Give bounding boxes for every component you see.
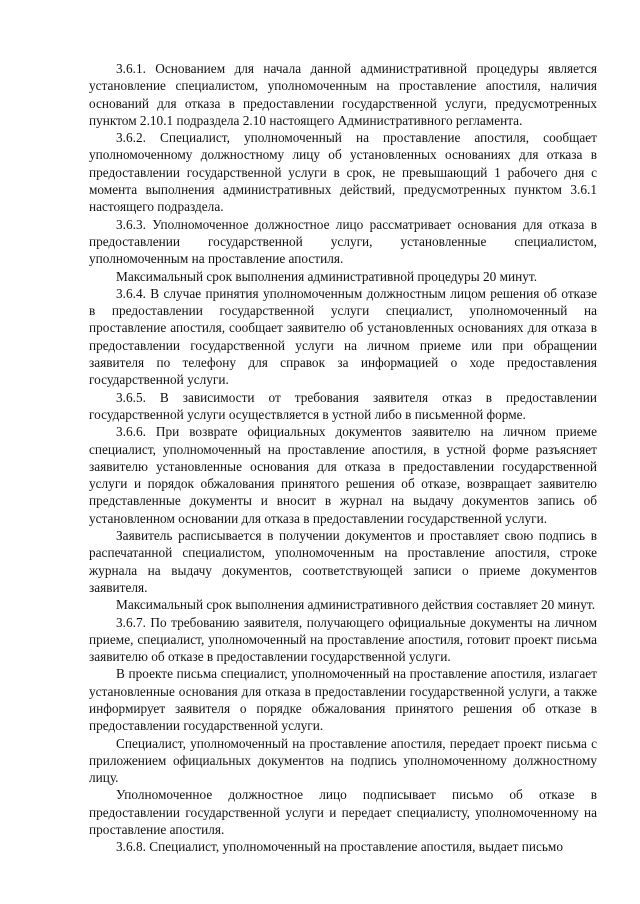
paragraph-applicant-signature: Заявитель расписывается в получении документов и проставляет свою подпись в распечатанной специалистом, уполномоченным на проставление апостиля, строке журнала на выдачу документов, соответствующей записи о приеме документов заявителя. — [89, 528, 597, 595]
document-page — [89, 60, 597, 856]
paragraph-3-6-7: 3.6.7. По требованию заявителя, получающего официальные документы на личном приеме, специалист, уполномоченный на проставление апостиля, готовит проект письма заявителю об отказе в предоставлении государственной услуги. — [89, 614, 597, 665]
paragraph-letter-signed: Уполномоченное должностное лицо подписывает письмо об отказе в предоставлении государственной услуги и передает специалисту, уполномоченному на проставление апостиля. — [89, 787, 597, 838]
paragraph-3-6-8: 3.6.8. Специалист, уполномоченный на проставление апостиля, выдает письмо — [116, 839, 563, 855]
paragraph-letter-for-signature: Специалист, уполномоченный на проставление апостиля, передает проект письма с приложением официальных документов на подпись уполномоченному должностному лицу. — [89, 735, 597, 786]
paragraph-3-6-1: 3.6.1. Основанием для начала данной административной процедуры является установление специалистом, уполномоченным на проставление апостиля, наличия оснований для отказа в предоставлении государственной услуги, предусмотренных пунктом 2.10.1 подраздела 2.10 настоящего Административного регламента. — [89, 61, 597, 128]
paragraph-3-6-3: 3.6.3. Уполномоченное должностное лицо рассматривает основания для отказа в предоставлении государственной услуги, установленные специалистом, уполномоченным на проставление апостиля. — [89, 216, 597, 267]
paragraph-max-time-procedure: Максимальный срок выполнения административной процедуры 20 минут. — [116, 268, 538, 284]
paragraph-3-6-5: 3.6.5. В зависимости от требования заявителя отказ в предоставлении государственной услуги осуществляется в устной либо в письменной форме. — [89, 389, 597, 422]
paragraph-letter-draft: В проекте письма специалист, уполномоченный на проставление апостиля, излагает установленные основания для отказа в предоставлении государственной услуги, а также информирует заявителя о порядке обжалования принятого решения об отказе в предоставлении государственной услуги. — [89, 666, 597, 734]
paragraph-3-6-2: 3.6.2. Специалист, уполномоченный на проставление апостиля, сообщает уполномоченному должностному лицу об установленных основаниях для отказа в предоставлении государственной услуги в срок, не превышающий 1 рабочего дня с момента выполнения административных действий, предусмотренных пунктом 3.6.1 настоящего подраздела. — [89, 130, 597, 215]
paragraph-3-6-4: 3.6.4. В случае принятия уполномоченным должностным лицом решения об отказе в предоставлении государственной услуги специалист, уполномоченный на проставление апостиля, сообщает заявителю об установленных основаниях для отказа в предоставлении государственной услуги на личном приеме или при обращении заявителя по телефону для справок за информацией о ходе предоставления государственной услуги. — [89, 285, 597, 388]
paragraph-3-6-6: 3.6.6. При возврате официальных документов заявителю на личном приеме специалист, уполномоченный на проставление апостиля, в устной форме разъясняет заявителю установленные основания для отказа в предоставлении государственной услуги и порядок обжалования принятого решения об отказе, возвращает заявителю представленные документы и вносит в журнал на выдачу документов запись об установленном основании для отказа в предоставлении государственной услуги. — [89, 424, 597, 526]
paragraph-max-time-action: Максимальный срок выполнения административного действия составляет 20 минут. — [116, 597, 596, 613]
